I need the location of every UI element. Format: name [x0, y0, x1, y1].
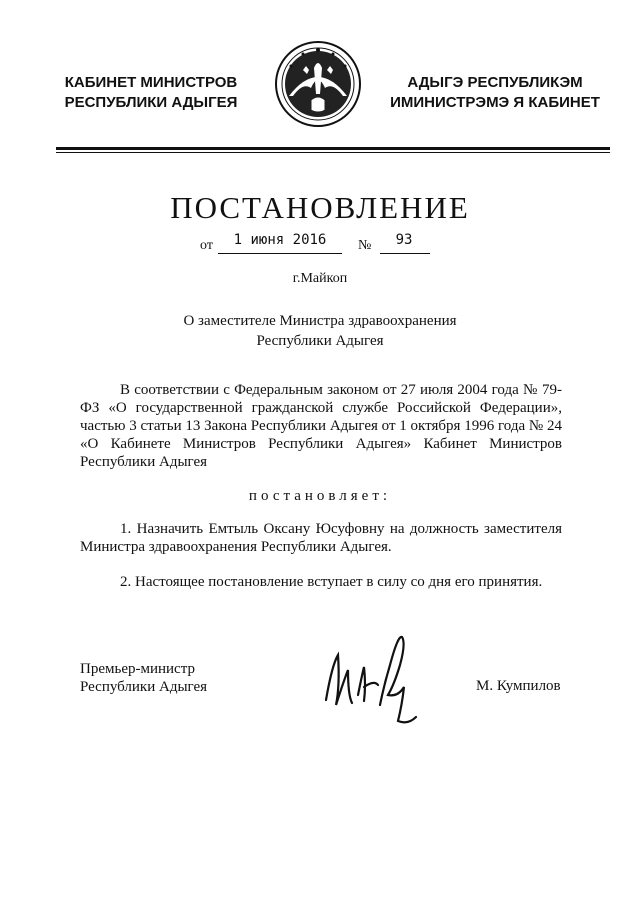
org-name-russian: [56, 73, 246, 113]
org-left-line1: КАБИНЕТ МИНИСТРОВ: [64, 74, 238, 91]
resolves-heading: постановляет:: [248, 488, 392, 504]
document-subject: [0, 311, 640, 351]
signer-position-line1: Премьер-министр: [80, 661, 195, 677]
org-left-line2: РЕСПУБЛИКИ АДЫГЕЯ: [64, 94, 238, 111]
city-name: г.Майкоп: [292, 271, 348, 286]
org-right-line2: ИМИНИСТРЭМЭ Я КАБИНЕТ: [390, 94, 600, 111]
header-rule-thick: [56, 147, 610, 150]
resolution-item-2: 2. Настоящее постановление вступает в силу со дня его принятия.: [120, 574, 543, 590]
handwritten-signature: [318, 625, 428, 735]
resolution-item-1: 1. Назначить Емтыль Оксану Юсуфовну на должность заместителя Министра здравоохранения Республики Адыгея.: [80, 521, 562, 555]
subject-line1: О заместителе Министра здравоохранения: [183, 313, 457, 329]
number-underline: [380, 253, 430, 254]
subject-line2: Республики Адыгея: [256, 333, 384, 349]
signer-position: [80, 660, 207, 696]
date-value: 1 июня 2016: [233, 232, 327, 248]
signer-position-line2: Республики Адыгея: [80, 679, 208, 695]
preamble-paragraph: В соответствии с Федеральным законом от 27 июля 2004 года № 79-ФЗ «О государственной гражданской службе Российской Федерации», частью 3 статьи 13 Закона Республики Адыгея от 1 октября 1996 года № 24 «О Кабинете Министров Республики Адыгея» Кабинет Министров Республики Адыгея: [80, 382, 562, 470]
document-title: ПОСТАНОВЛЕНИЕ: [170, 190, 470, 225]
org-right-line1: АДЫГЭ РЕСПУБЛИКЭМ: [407, 74, 583, 91]
number-value: 93: [395, 232, 413, 248]
coat-of-arms-emblem: [273, 38, 363, 130]
signer-name: М. Кумпилов: [476, 678, 561, 694]
number-label: №: [358, 238, 372, 253]
date-underline: [218, 253, 342, 254]
date-label: от: [200, 238, 213, 253]
org-name-adyghe: [384, 73, 606, 113]
header-rule-thin: [56, 152, 610, 153]
